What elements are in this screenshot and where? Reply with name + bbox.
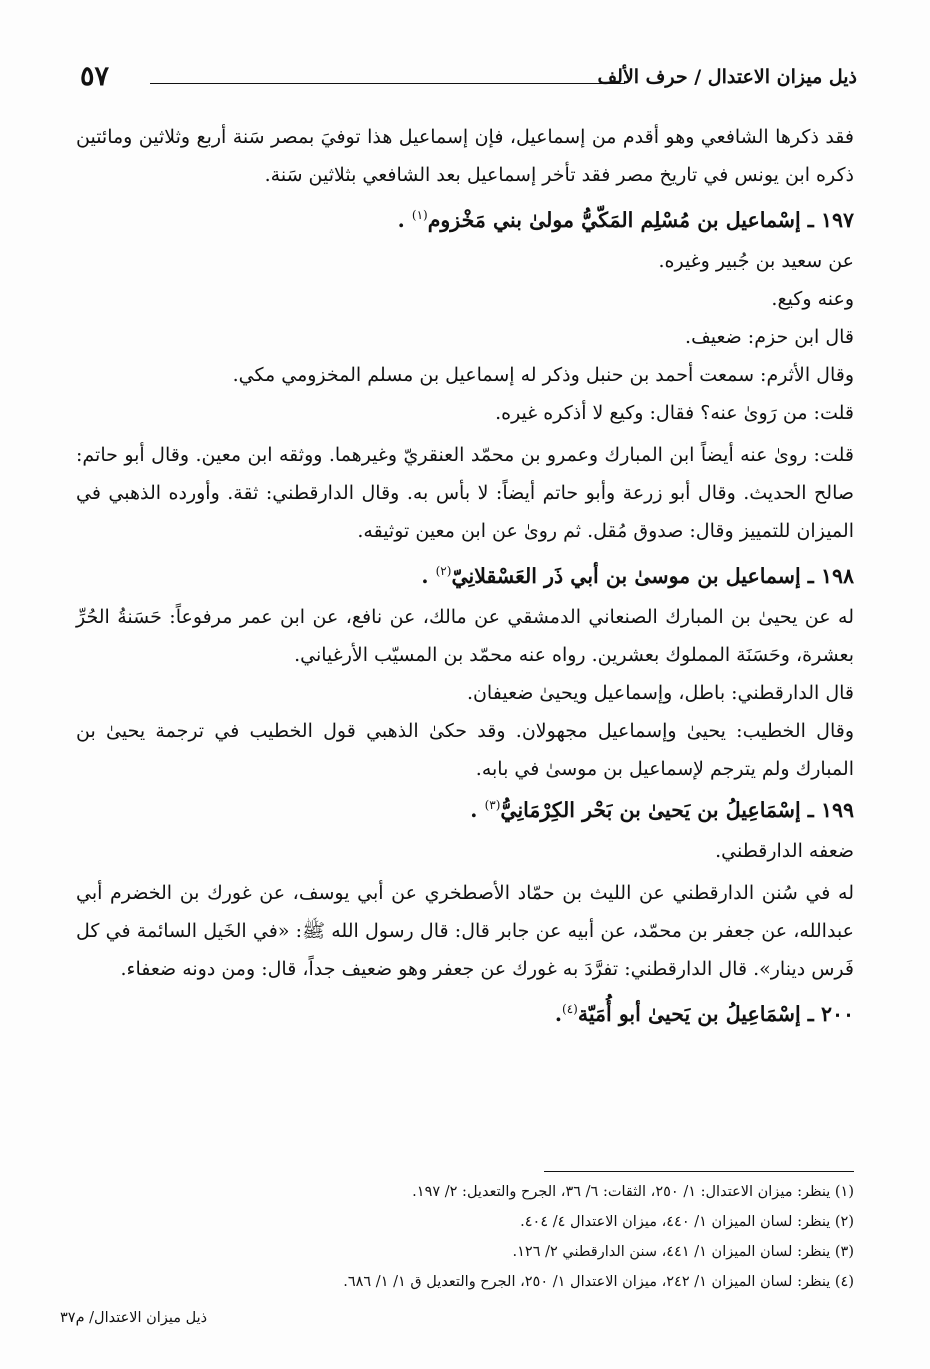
text-line: قال الدارقطني: باطل، وإسماعيل ويحيىٰ ضعيفان.: [466, 682, 854, 704]
footnote-separator: [544, 1171, 854, 1172]
text-line: عن سعيد بن جُبير وغيره.: [658, 250, 854, 272]
paragraph: وقال الخطيب: يحيىٰ وإسماعيل مجهولان. وقد حكىٰ الذهبي قول الخطيب في ترجمة يحيىٰ بن المبارك ولم يترجم لإسماعيل بن موسىٰ في بابه.: [76, 720, 854, 780]
footnote: (٢) ينظر: لسان الميزان ١/ ٤٤٠، ميزان الاعتدال ٤/ ٤٠٤.: [520, 1214, 854, 1230]
footnote-ref: (٤): [562, 1002, 578, 1017]
paragraph: له في سُنن الدارقطني عن الليث بن حمّاد الأصطخري عن أبي يوسف، عن غورك بن الخضرم أبي عبدالله، عن جعفر بن محمّد، عن أبيه عن جابر قال: قال رسول الله ﷺ: «في الخَيل السائمة في كل فَرس دينار». قال الدارقطني: تفرَّدَ به غورك عن جعفر وهو ضعيف جداً، قال: ومن دونه ضعفاء.: [76, 882, 854, 980]
text-line: وقال الأثرم: سمعت أحمد بن حنبل وذكر له إسماعيل بن مسلم المخزومي مكي.: [232, 364, 854, 386]
header-rule: [150, 83, 625, 84]
entry-heading-198: ١٩٨ ـ إسماعيل بن موسىٰ بن أبي ذَر العَسْقلانِيّ$^{(٢)}$ .: [421, 564, 854, 588]
running-title: ذيل ميزان الاعتدال / حرف الألف: [597, 66, 857, 88]
text-line: قال ابن حزم: ضعيف.: [685, 326, 854, 348]
entry-title: ١٩٨ ـ إسماعيل بن موسىٰ بن أبي ذَر العَسْقلانِيّ: [451, 564, 854, 588]
footnote: (٣) ينظر: لسان الميزان ١/ ٤٤١، سنن الدارقطني ٢/ ١٢٦.: [512, 1244, 854, 1260]
entry-heading-200: ٢٠٠ ـ إسْمَاعِيلُ بن يَحيىٰ أبو أُمَيّة$^{(٤)}$.: [554, 1002, 854, 1026]
entry-title: ١٩٧ ـ إسْماعيل بن مُسْلِم المَكّيُّ مولىٰ بني مَخْزوم: [427, 208, 854, 232]
footnote: (٤) ينظر: لسان الميزان ١/ ٢٤٢، ميزان الاعتدال ١/ ٢٥٠، الجرح والتعديل ق ١/ ١/ ٦٨٦.: [343, 1274, 854, 1290]
text-line: قلت: من رَوىٰ عنه؟ فقال: وكيع لا أذكره غيره.: [495, 402, 854, 424]
paragraph: قلت: روىٰ عنه أيضاً ابن المبارك وعمرو بن محمّد العنقريّ وغيرهما. ووثقه ابن معين. وقال أبو حاتم: صالح الحديث. وقال أبو زرعة وأبو حاتم أيضاً: لا بأس به. وقال الدارقطني: ثقة. وأورده الذهبي في الميزان للتمييز وقال: صدوق مُقل. ثم روىٰ عن ابن معين توثيقه.: [76, 444, 854, 542]
footnote-ref: (١): [411, 208, 428, 223]
paragraph: فقد ذكرها الشافعي وهو أقدم من إسماعيل، فإن إسماعيل هذا توفيَ بمصر سَنة أربع وثلاثين ومائتين ذكره ابن يونس في تاريخ مصر فقد تأخر إسماعيل بعد الشافعي بثلاثين سَنة.: [76, 126, 854, 186]
entry-title: ١٩٩ ـ إسْمَاعِيلُ بن يَحيىٰ بن بَحْر الكِرْمَانِيُّ: [500, 798, 854, 822]
entry-heading-199: ١٩٩ ـ إسْمَاعِيلُ بن يَحيىٰ بن بَحْر الكِرْمَانِيُّ$^{(٣)}$ .: [470, 798, 854, 822]
signature-mark: ذيل ميزان الاعتدال/ م٣٧: [60, 1310, 208, 1326]
footnotes: [150, 1177, 854, 1297]
page-number: ٥٧: [80, 61, 110, 92]
footnote: (١) ينظر: ميزان الاعتدال: ١/ ٢٥٠، الثقات: ٦/ ٣٦، الجرح والتعديل: ٢/ ١٩٧.: [412, 1184, 854, 1200]
text-line: ضعفه الدارقطني.: [715, 840, 854, 862]
footnote-ref: (٣): [484, 798, 501, 813]
footnote-ref: (٢): [435, 564, 452, 579]
entry-title: ٢٠٠ ـ إسْمَاعِيلُ بن يَحيىٰ أبو أُمَيّة: [577, 1002, 854, 1026]
text-line: وعنه وكيع.: [771, 288, 854, 310]
entry-heading-197: ١٩٧ ـ إسْماعيل بن مُسْلِم المَكّيُّ مولىٰ بني مَخْزوم$^{(١)}$ .: [397, 208, 854, 232]
paragraph: له عن يحيىٰ بن المبارك الصنعاني الدمشقي عن مالك، عن نافع، عن ابن عمر مرفوعاً: حَسَنةُ الحُرِّ بعشرة، وحَسَنَة المملوك بعشرين. رواه عنه محمّد بن المسيّب الأرغياني.: [76, 606, 854, 666]
main-text: [76, 118, 854, 1036]
page-header: [72, 58, 857, 98]
